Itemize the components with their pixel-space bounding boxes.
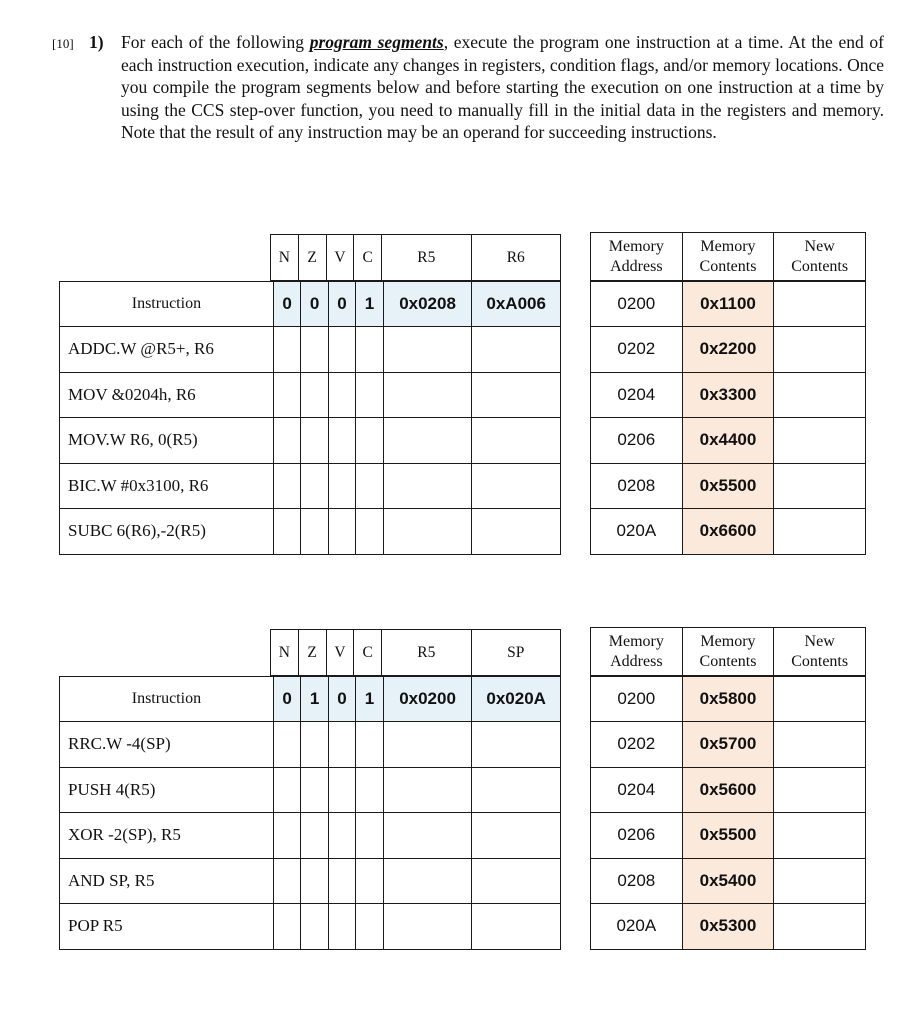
- answer-cell[interactable]: [328, 813, 355, 859]
- answer-cell[interactable]: [383, 813, 472, 859]
- answer-cell[interactable]: [301, 327, 328, 373]
- reg-header-r5: R5: [382, 630, 471, 676]
- mem-header-address: Memory Address: [591, 233, 683, 281]
- initial-flag-c: 1: [356, 677, 383, 722]
- answer-cell[interactable]: [273, 767, 300, 813]
- answer-cell[interactable]: [328, 372, 355, 418]
- answer-cell[interactable]: [301, 463, 328, 509]
- memory-contents: 0x5500: [682, 463, 774, 509]
- memory-address: 0204: [591, 767, 683, 813]
- answer-cell[interactable]: [383, 767, 472, 813]
- new-contents-cell[interactable]: [774, 282, 866, 327]
- answer-cell[interactable]: [383, 722, 472, 768]
- answer-cell[interactable]: [383, 463, 472, 509]
- instruction-cell: RRC.W -4(SP): [60, 722, 274, 768]
- answer-cell[interactable]: [472, 813, 561, 859]
- initial-flag-c: 1: [356, 282, 383, 327]
- memory-row: [591, 327, 866, 373]
- new-contents-cell[interactable]: [774, 327, 866, 373]
- answer-cell[interactable]: [328, 858, 355, 904]
- memory-row: [591, 722, 866, 768]
- reg-header-r5: R5: [382, 235, 471, 281]
- instruction-cell: POP R5: [60, 904, 274, 950]
- memory-row: [591, 418, 866, 464]
- memory-address: 0204: [591, 372, 683, 418]
- initial-r5: 0x0200: [383, 677, 472, 722]
- instruction-cell: ADDC.W @R5+, R6: [60, 327, 274, 373]
- answer-cell[interactable]: [356, 858, 383, 904]
- answer-cell[interactable]: [356, 418, 383, 464]
- answer-cell[interactable]: [301, 813, 328, 859]
- initial-r5: 0x0208: [383, 282, 472, 327]
- answer-cell[interactable]: [273, 858, 300, 904]
- answer-cell[interactable]: [383, 904, 472, 950]
- initial-flag-n: 0: [273, 677, 300, 722]
- table-row: [60, 509, 561, 555]
- answer-cell[interactable]: [328, 509, 355, 555]
- instruction-cell: PUSH 4(R5): [60, 767, 274, 813]
- new-contents-cell[interactable]: [774, 677, 866, 722]
- table-row: [60, 418, 561, 464]
- answer-cell[interactable]: [472, 722, 561, 768]
- table2-instructions: [59, 676, 561, 950]
- answer-cell[interactable]: [301, 509, 328, 555]
- answer-cell[interactable]: [356, 509, 383, 555]
- answer-cell[interactable]: [273, 813, 300, 859]
- table-row: [60, 372, 561, 418]
- answer-cell[interactable]: [301, 767, 328, 813]
- memory-address: 0206: [591, 418, 683, 464]
- table2-memory-header: [590, 627, 866, 676]
- answer-cell[interactable]: [383, 858, 472, 904]
- answer-cell[interactable]: [472, 509, 561, 555]
- initial-flag-n: 0: [273, 282, 300, 327]
- flag-header-c: C: [354, 235, 382, 281]
- reg-header-sp: SP: [471, 630, 560, 676]
- question-text: For each of the following program segments, execute the program one instruction at a time. At the end of each instruction execution, indicate any changes in registers, condition flags, and/or memory locations. Once you compile the program segments below and before starting the execution on one instruction at a time by using the CCS step-over function, you need to manually fill in the initial data in the registers and memory. Note that the result of any instruction may be an operand for succeeding instructions.: [121, 32, 884, 142]
- answer-cell[interactable]: [383, 418, 472, 464]
- initial-sp: 0x020A: [472, 677, 561, 722]
- instruction-cell: BIC.W #0x3100, R6: [60, 463, 274, 509]
- table1-memory: [590, 281, 866, 555]
- answer-cell[interactable]: [273, 904, 300, 950]
- flag-header-n: N: [271, 630, 299, 676]
- table-row: [60, 463, 561, 509]
- answer-cell[interactable]: [328, 767, 355, 813]
- memory-contents: 0x5800: [682, 677, 774, 722]
- new-contents-cell[interactable]: [774, 418, 866, 464]
- memory-row: [591, 509, 866, 555]
- memory-contents: 0x5600: [682, 767, 774, 813]
- table2-register-header: [270, 629, 561, 676]
- memory-address: 0200: [591, 282, 683, 327]
- initial-r6: 0xA006: [472, 282, 561, 327]
- table-row: [60, 767, 561, 813]
- memory-contents: 0x5500: [682, 813, 774, 859]
- answer-cell[interactable]: [383, 509, 472, 555]
- memory-contents: 0x6600: [682, 509, 774, 555]
- instruction-header: Instruction: [60, 282, 274, 327]
- new-contents-cell[interactable]: [774, 904, 866, 950]
- answer-cell[interactable]: [472, 372, 561, 418]
- answer-cell[interactable]: [301, 904, 328, 950]
- answer-cell[interactable]: [356, 813, 383, 859]
- memory-row: [591, 677, 866, 722]
- flag-header-z: Z: [298, 235, 326, 281]
- answer-cell[interactable]: [273, 463, 300, 509]
- memory-address: 0208: [591, 463, 683, 509]
- reg-header-r6: R6: [471, 235, 560, 281]
- memory-row: [591, 282, 866, 327]
- table1-instructions: [59, 281, 561, 555]
- memory-row: [591, 858, 866, 904]
- initial-flag-z: 1: [301, 677, 328, 722]
- answer-cell[interactable]: [301, 858, 328, 904]
- answer-cell[interactable]: [301, 418, 328, 464]
- answer-cell[interactable]: [273, 418, 300, 464]
- answer-cell[interactable]: [328, 327, 355, 373]
- table-row: [60, 722, 561, 768]
- answer-cell[interactable]: [328, 418, 355, 464]
- question-points: [10]: [52, 36, 74, 51]
- table-row: [60, 327, 561, 373]
- memory-address: 0208: [591, 858, 683, 904]
- answer-cell[interactable]: [356, 904, 383, 950]
- new-contents-cell[interactable]: [774, 813, 866, 859]
- memory-row: [591, 372, 866, 418]
- answer-cell[interactable]: [472, 858, 561, 904]
- memory-row: [591, 813, 866, 859]
- new-contents-cell[interactable]: [774, 767, 866, 813]
- memory-address: 020A: [591, 904, 683, 950]
- memory-address: 0206: [591, 813, 683, 859]
- instruction-cell: AND SP, R5: [60, 858, 274, 904]
- mem-header-contents: Memory Contents: [682, 233, 774, 281]
- question-block: [52, 31, 884, 144]
- memory-address: 0200: [591, 677, 683, 722]
- table1-memory-header: [590, 232, 866, 281]
- answer-cell[interactable]: [383, 327, 472, 373]
- answer-cell[interactable]: [273, 372, 300, 418]
- instruction-cell: XOR -2(SP), R5: [60, 813, 274, 859]
- answer-cell[interactable]: [383, 372, 472, 418]
- program-segments-emphasis: program segments: [309, 32, 444, 52]
- memory-address: 0202: [591, 722, 683, 768]
- answer-cell[interactable]: [328, 904, 355, 950]
- table2-memory: [590, 676, 866, 950]
- memory-contents: 0x2200: [682, 327, 774, 373]
- answer-cell[interactable]: [472, 767, 561, 813]
- answer-cell[interactable]: [328, 722, 355, 768]
- memory-contents: 0x5300: [682, 904, 774, 950]
- mem-header-new: New Contents: [774, 233, 866, 281]
- mem-header-new: New Contents: [774, 628, 866, 676]
- answer-cell[interactable]: [472, 904, 561, 950]
- answer-cell[interactable]: [301, 722, 328, 768]
- memory-address: 020A: [591, 509, 683, 555]
- answer-cell[interactable]: [356, 767, 383, 813]
- memory-contents: 0x1100: [682, 282, 774, 327]
- new-contents-cell[interactable]: [774, 463, 866, 509]
- question-number: 1): [89, 32, 104, 52]
- initial-flag-v: 0: [328, 677, 355, 722]
- instruction-cell: MOV.W R6, 0(R5): [60, 418, 274, 464]
- memory-row: [591, 463, 866, 509]
- flag-header-c: C: [354, 630, 382, 676]
- answer-cell[interactable]: [273, 327, 300, 373]
- answer-cell[interactable]: [356, 722, 383, 768]
- table1-register-header: [270, 234, 561, 281]
- table-row: [60, 904, 561, 950]
- memory-contents: 0x3300: [682, 372, 774, 418]
- memory-row: [591, 767, 866, 813]
- flag-header-n: N: [271, 235, 299, 281]
- memory-address: 0202: [591, 327, 683, 373]
- new-contents-cell[interactable]: [774, 858, 866, 904]
- mem-header-address: Memory Address: [591, 628, 683, 676]
- new-contents-cell[interactable]: [774, 722, 866, 768]
- flag-header-v: V: [326, 235, 354, 281]
- instruction-header: Instruction: [60, 677, 274, 722]
- flag-header-z: Z: [298, 630, 326, 676]
- new-contents-cell[interactable]: [774, 372, 866, 418]
- initial-flag-z: 0: [301, 282, 328, 327]
- answer-cell[interactable]: [472, 418, 561, 464]
- initial-flag-v: 0: [328, 282, 355, 327]
- instruction-cell: MOV &0204h, R6: [60, 372, 274, 418]
- memory-row: [591, 904, 866, 950]
- answer-cell[interactable]: [472, 327, 561, 373]
- mem-header-contents: Memory Contents: [682, 628, 774, 676]
- new-contents-cell[interactable]: [774, 509, 866, 555]
- answer-cell[interactable]: [472, 463, 561, 509]
- memory-contents: 0x5700: [682, 722, 774, 768]
- answer-cell[interactable]: [356, 463, 383, 509]
- table-row: [60, 813, 561, 859]
- table-row: [60, 858, 561, 904]
- flag-header-v: V: [326, 630, 354, 676]
- answer-cell[interactable]: [273, 722, 300, 768]
- answer-cell[interactable]: [301, 372, 328, 418]
- answer-cell[interactable]: [273, 509, 300, 555]
- answer-cell[interactable]: [356, 372, 383, 418]
- memory-contents: 0x4400: [682, 418, 774, 464]
- answer-cell[interactable]: [328, 463, 355, 509]
- instruction-cell: SUBC 6(R6),-2(R5): [60, 509, 274, 555]
- answer-cell[interactable]: [356, 327, 383, 373]
- memory-contents: 0x5400: [682, 858, 774, 904]
